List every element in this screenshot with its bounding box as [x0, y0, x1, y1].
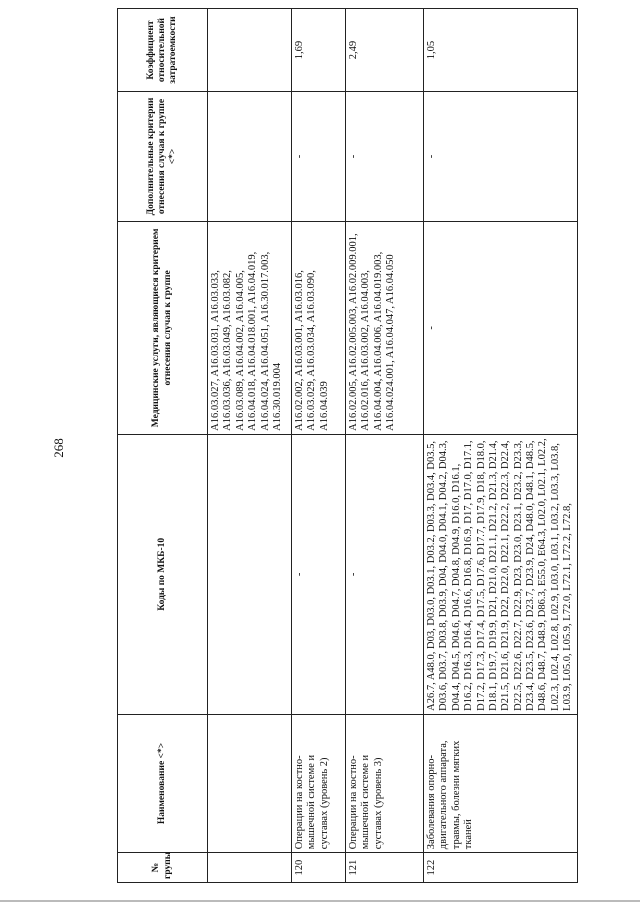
cell-coefficient: 1,69: [292, 9, 346, 92]
cell-coefficient: 2,49: [346, 9, 424, 92]
table-row: [424, 9, 578, 883]
header-coefficient: Коэффициент относительной затратоемкости: [118, 9, 208, 92]
cell-extra-criteria: -: [292, 92, 346, 222]
cell-extra-criteria: -: [424, 92, 578, 222]
table-header-row: [118, 9, 208, 883]
cell-group-number: 121: [346, 853, 424, 883]
scan-bottom-edge: [0, 900, 640, 902]
table-row: [208, 9, 292, 883]
cell-name: [208, 714, 292, 852]
cell-medical-services: A16.02.005, A16.02.005.003, A16.02.009.001, A16.02.016, A16.03.002, A16.04.003, A16.04.004, A16.04.006, A16.04.019.003, A16.04.024.001, A16.04.047, A16.04.050: [346, 221, 424, 434]
cell-coefficient: [208, 9, 292, 92]
header-extra-criteria: Дополнительные критерии отнесения случая к группе <*>: [118, 92, 208, 222]
rotated-table-container: [117, 8, 574, 883]
cell-extra-criteria: [208, 92, 292, 222]
cell-icd-codes: [208, 434, 292, 714]
header-medical-services: Медицинские услуги, являющиеся критерием отнесения случая к группе: [118, 221, 208, 434]
table-row: [346, 9, 424, 883]
cell-name: Операции на костно-мышечной системе и суставах (уровень 3): [346, 714, 424, 852]
cell-medical-services: -: [424, 221, 578, 434]
table-row: [292, 9, 346, 883]
cell-icd-codes: -: [346, 434, 424, 714]
criteria-table: [117, 8, 578, 883]
cell-medical-services: A16.02.002, A16.03.001, A16.03.016, A16.03.029, A16.03.034, A16.03.090, A16.04.039: [292, 221, 346, 434]
header-name: Наименование <*>: [118, 714, 208, 852]
cell-group-number: 122: [424, 853, 578, 883]
cell-medical-services: A16.03.027, A16.03.031, A16.03.033, A16.03.036, A16.03.049, A16.03.082, A16.03.089, A16.04.002, A16.04.005, A16.04.018, A16.04.018.001, A16.04.019, A16.04.024, A16.04.051, A16.30.017.003, A16.30.019.004: [208, 221, 292, 434]
cell-extra-criteria: -: [346, 92, 424, 222]
header-icd-codes: Коды по МКБ-10: [118, 434, 208, 714]
page-number: 268: [51, 438, 66, 458]
cell-name: Заболевания опорно-двигательного аппарата, травмы, болезни мягких тканей: [424, 714, 578, 852]
cell-group-number: 120: [292, 853, 346, 883]
cell-group-number: [208, 853, 292, 883]
header-group-number: № групы: [118, 853, 208, 883]
cell-coefficient: 1,05: [424, 9, 578, 92]
cell-name: Операции на костно-мышечной системе и суставах (уровень 2): [292, 714, 346, 852]
cell-icd-codes: A26.7, A48.0, D03, D03.0, D03.1, D03.2, D03.3, D03.4, D03.5, D03.6, D03.7, D03.8, D03.9, D04, D04.0, D04.1, D04.2, D04.3, D04.4, D04.5, D04.6, D04.7, D04.8, D04.9, D16.0, D16.1, D16.2, D16.3, D16.4, D16.6, D16.8, D16.9, D17, D17.0, D17.1, D17.2, D17.3, D17.4, D17.5, D17.6, D17.7, D17.9, D18, D18.0, D18.1, D19.7, D19.9, D21, D21.0, D21.1, D21.2, D21.3, D21.4, D21.5, D21.6, D21.9, D22, D22.0, D22.1, D22.2, D22.3, D22.4, D22.5, D22.6, D22.7, D22.9, D23, D23.0, D23.1, D23.2, D23.3, D23.4, D23.5, D23.6, D23.7, D23.9, D24, D48.0, D48.1, D48.5, D48.6, D48.7, D48.9, D86.3, E55.0, E64.3, L02.0, L02.1, L02.2, L02.3, L02.4, L02.8, L02.9, L03.0, L03.1, L03.2, L03.3, L03.8, L03.9, L05.0, L05.9, L72.0, L72.1, L72.2, L72.8,: [424, 434, 578, 714]
cell-icd-codes: -: [292, 434, 346, 714]
